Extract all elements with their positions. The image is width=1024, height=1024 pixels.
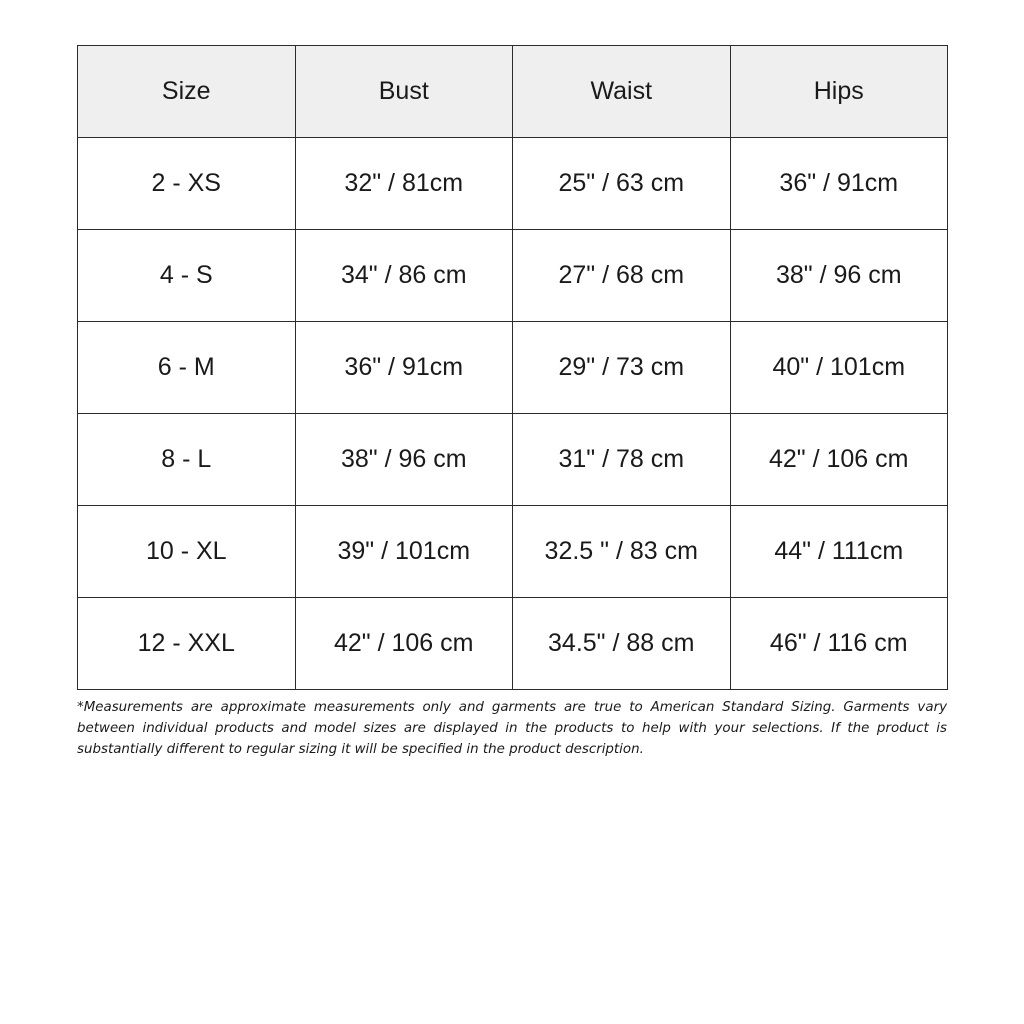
cell-bust: 32" / 81cm [295,138,513,230]
cell-hips: 44" / 111cm [730,506,948,598]
table-row [78,598,948,690]
cell-bust: 42" / 106 cm [295,598,513,690]
measurement-footnote: *Measurements are approximate measurements only and garments are true to American Standard Sizing. Garments vary between individual products and model sizes are displayed in the products to help with your selections. If the product is substantially different to regular sizing it will be specified in the product description. [77,700,947,757]
cell-hips: 42" / 106 cm [730,414,948,506]
table-row [78,138,948,230]
cell-waist: 34.5" / 88 cm [513,598,731,690]
header-size: Size [78,46,296,138]
table-row [78,230,948,322]
size-chart-table [77,45,948,690]
cell-bust: 36" / 91cm [295,322,513,414]
table-row [78,414,948,506]
cell-hips: 38" / 96 cm [730,230,948,322]
table-header [78,46,948,138]
cell-size: 2 - XS [78,138,296,230]
cell-bust: 38" / 96 cm [295,414,513,506]
cell-waist: 27" / 68 cm [513,230,731,322]
table-body [78,138,948,690]
cell-size: 8 - L [78,414,296,506]
header-bust: Bust [295,46,513,138]
header-hips: Hips [730,46,948,138]
cell-bust: 39" / 101cm [295,506,513,598]
cell-size: 6 - M [78,322,296,414]
cell-size: 12 - XXL [78,598,296,690]
header-row [78,46,948,138]
cell-waist: 32.5 " / 83 cm [513,506,731,598]
table-row [78,322,948,414]
header-waist: Waist [513,46,731,138]
cell-waist: 31" / 78 cm [513,414,731,506]
cell-size: 10 - XL [78,506,296,598]
cell-hips: 40" / 101cm [730,322,948,414]
table-row [78,506,948,598]
cell-size: 4 - S [78,230,296,322]
cell-hips: 36" / 91cm [730,138,948,230]
cell-waist: 25" / 63 cm [513,138,731,230]
cell-bust: 34" / 86 cm [295,230,513,322]
cell-waist: 29" / 73 cm [513,322,731,414]
cell-hips: 46" / 116 cm [730,598,948,690]
